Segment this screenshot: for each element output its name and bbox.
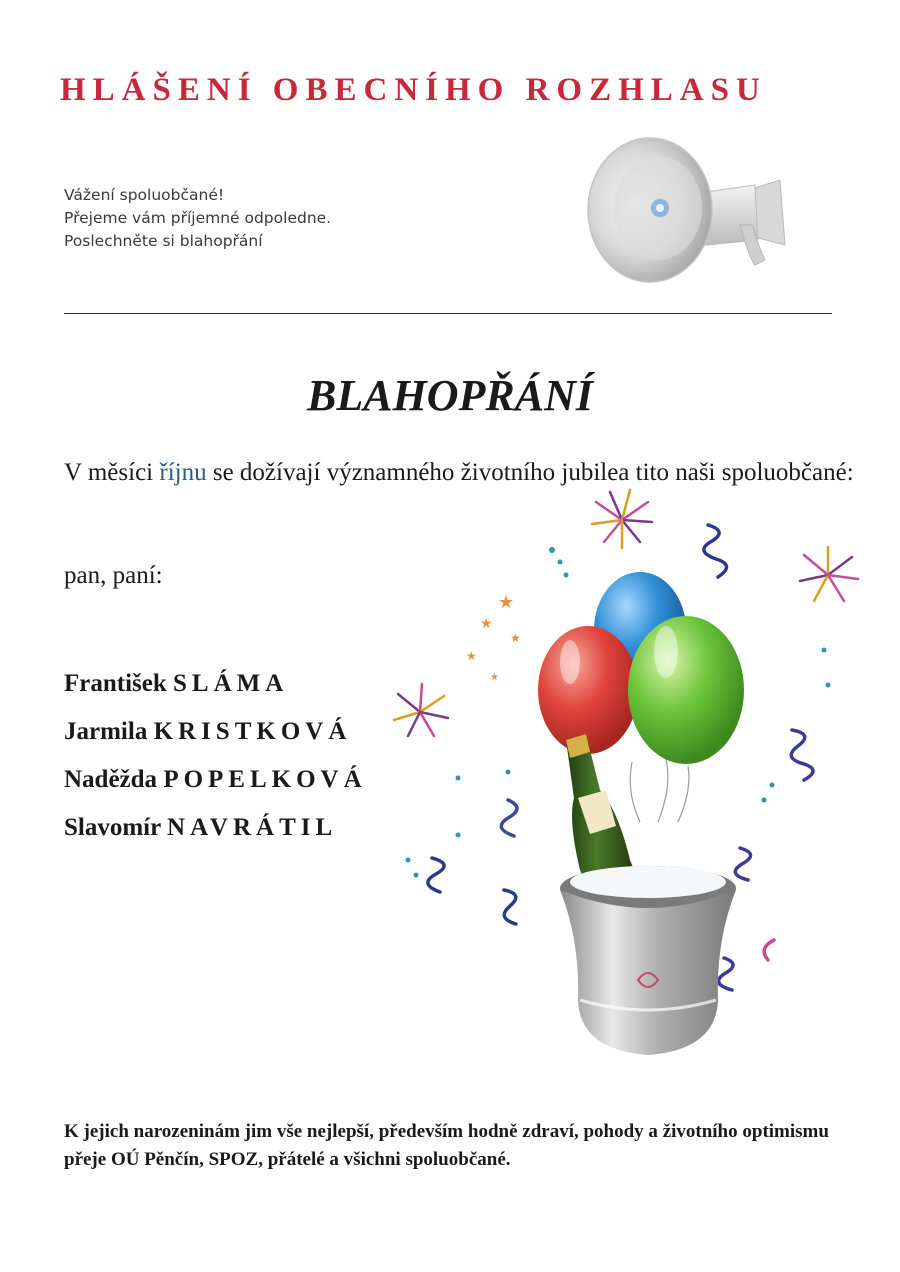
firework-right — [800, 547, 858, 601]
surname: POPELKOVÁ — [163, 766, 367, 793]
main-title: BLAHOPŘÁNÍ — [306, 371, 594, 420]
header-title: HLÁŠENÍ OBECNÍHO ROZHLASU — [60, 72, 767, 108]
salutation: pan, paní: — [64, 562, 163, 589]
surname: KRISTKOVÁ — [153, 718, 352, 745]
firework-top — [592, 490, 652, 548]
greeting-line-1: Vážení spoluobčané! — [64, 186, 225, 204]
intro-month: říjnu — [159, 459, 207, 486]
firework-left — [394, 684, 448, 736]
name-row — [64, 756, 367, 804]
champagne-balloons-illustration — [380, 480, 890, 1070]
greeting-block — [64, 184, 331, 253]
svg-text:★: ★ — [480, 616, 493, 632]
name-row — [64, 708, 367, 756]
surname: SLÁMA — [173, 670, 289, 697]
greeting-line-2: Přejeme vám příjemné odpoledne. — [64, 209, 332, 227]
first-name: Naděžda — [64, 766, 158, 793]
surname: NAVRÁTIL — [167, 814, 338, 841]
svg-text:★: ★ — [498, 592, 515, 613]
svg-text:★: ★ — [490, 672, 499, 683]
name-row — [64, 804, 367, 852]
intro-after: se dožívají významného životního jubilea tito naši spoluobčané: — [206, 459, 854, 486]
ice-bucket — [560, 866, 736, 1055]
intro-before: V měsíci — [64, 459, 160, 486]
greeting-line-3: Poslechněte si blahopřání — [64, 232, 263, 250]
first-name: František — [64, 670, 167, 697]
closing-wishes: K jejich narozeninám jim vše nejlepší, především hodně zdraví, pohody a životního optimismu přeje OÚ Pěnčín, SPOZ, přátelé a všichni spoluobčané. — [64, 1121, 829, 1170]
first-name: Jarmila — [64, 718, 148, 745]
balloons — [538, 572, 744, 822]
first-name: Slavomír — [64, 814, 161, 841]
header-divider — [64, 313, 832, 314]
svg-text:★: ★ — [510, 631, 521, 645]
megaphone-icon — [580, 130, 800, 300]
svg-text:★: ★ — [466, 649, 477, 663]
name-row — [64, 660, 367, 708]
jubilee-names-list — [64, 660, 367, 852]
stars — [466, 592, 521, 683]
